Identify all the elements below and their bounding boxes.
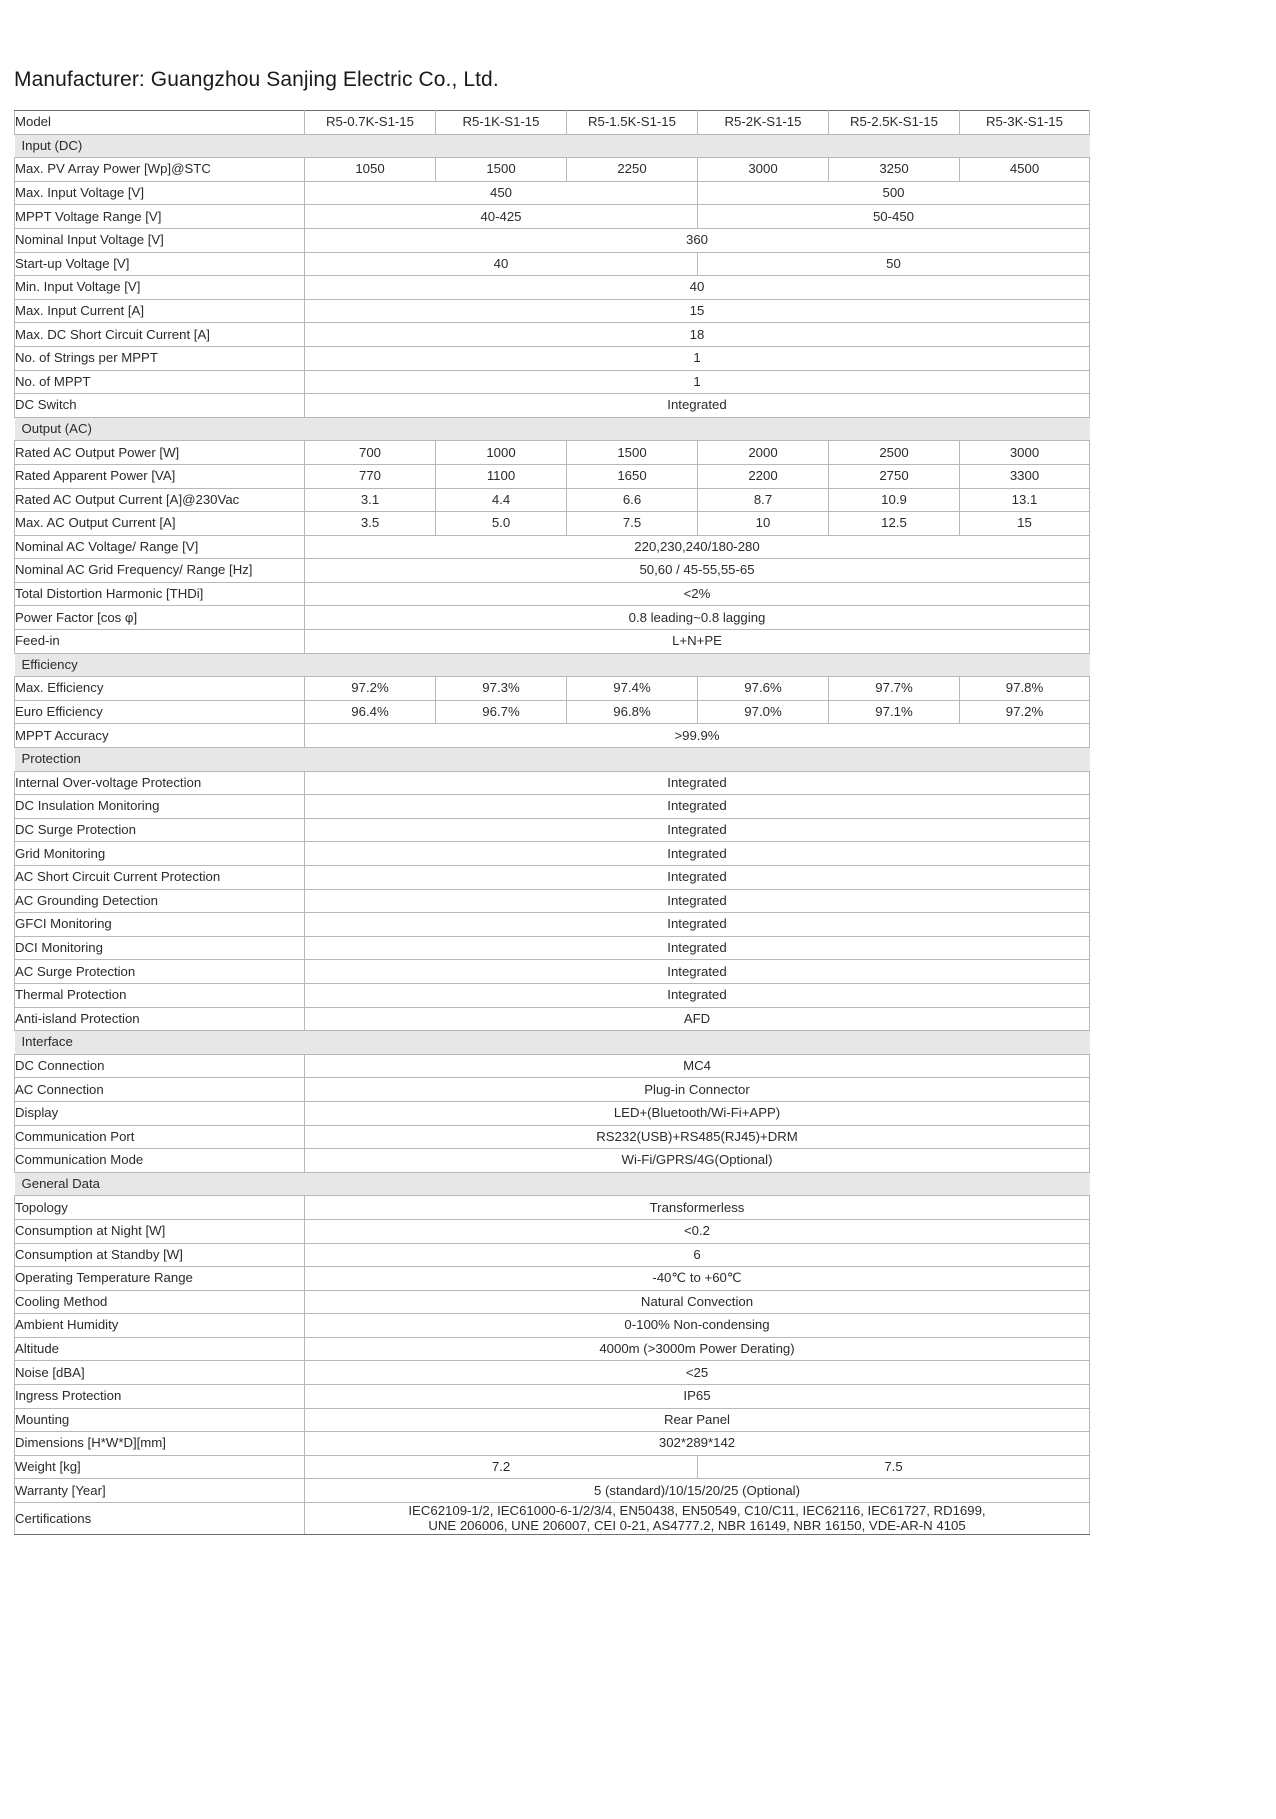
section-title: Interface [15, 1031, 1090, 1055]
table-row [15, 512, 1090, 536]
row-label: Warranty [Year] [15, 1479, 305, 1503]
row-label: Nominal AC Voltage/ Range [V] [15, 535, 305, 559]
row-label: Rated Apparent Power [VA] [15, 464, 305, 488]
row-value: 1050 [305, 158, 436, 182]
row-label: Rated AC Output Current [A]@230Vac [15, 488, 305, 512]
table-row [15, 630, 1090, 654]
row-value: 97.8% [960, 677, 1090, 701]
row-value: 40-425 [305, 205, 698, 229]
table-row [15, 1219, 1090, 1243]
table-row [15, 1337, 1090, 1361]
row-label: Anti-island Protection [15, 1007, 305, 1031]
row-value: 5 (standard)/10/15/20/25 (Optional) [305, 1479, 1090, 1503]
row-value: 96.4% [305, 700, 436, 724]
row-label: Consumption at Standby [W] [15, 1243, 305, 1267]
row-value: 0.8 leading~0.8 lagging [305, 606, 1090, 630]
section-title: Output (AC) [15, 417, 1090, 441]
table-row [15, 842, 1090, 866]
row-label: Euro Efficiency [15, 700, 305, 724]
table-row [15, 1385, 1090, 1409]
row-label: Communication Mode [15, 1149, 305, 1173]
column-header-model: R5-3K-S1-15 [960, 111, 1090, 135]
table-header-row [15, 111, 1090, 135]
row-value: 97.2% [960, 700, 1090, 724]
row-value: 2250 [567, 158, 698, 182]
section-header-row [15, 1031, 1090, 1055]
table-row [15, 299, 1090, 323]
row-value: Integrated [305, 842, 1090, 866]
row-value: 10.9 [829, 488, 960, 512]
column-header-model: R5-1.5K-S1-15 [567, 111, 698, 135]
row-value: 2200 [698, 464, 829, 488]
column-header-model: R5-2.5K-S1-15 [829, 111, 960, 135]
table-row [15, 394, 1090, 418]
row-value: 220,230,240/180-280 [305, 535, 1090, 559]
row-value: 97.0% [698, 700, 829, 724]
row-value: 500 [698, 181, 1090, 205]
certifications-value [305, 1503, 1090, 1535]
row-label: DC Surge Protection [15, 818, 305, 842]
table-row [15, 1267, 1090, 1291]
row-label: Total Distortion Harmonic [THDi] [15, 582, 305, 606]
section-header-row [15, 1172, 1090, 1196]
table-row [15, 1503, 1090, 1535]
row-value: 50,60 / 45-55,55-65 [305, 559, 1090, 583]
table-row [15, 1101, 1090, 1125]
table-row [15, 1054, 1090, 1078]
row-label: Mounting [15, 1408, 305, 1432]
section-title: Efficiency [15, 653, 1090, 677]
table-row [15, 983, 1090, 1007]
table-row [15, 276, 1090, 300]
row-value: Transformerless [305, 1196, 1090, 1220]
row-label: Display [15, 1101, 305, 1125]
table-row [15, 181, 1090, 205]
column-header-model: R5-1K-S1-15 [436, 111, 567, 135]
row-value: 97.4% [567, 677, 698, 701]
row-label: Dimensions [H*W*D][mm] [15, 1432, 305, 1456]
row-value: 360 [305, 228, 1090, 252]
row-value: -40℃ to +60℃ [305, 1267, 1090, 1291]
table-row [15, 441, 1090, 465]
table-row [15, 606, 1090, 630]
row-label: Ambient Humidity [15, 1314, 305, 1338]
row-label: Communication Port [15, 1125, 305, 1149]
row-value: 3000 [698, 158, 829, 182]
row-label: AC Surge Protection [15, 960, 305, 984]
row-label: Max. PV Array Power [Wp]@STC [15, 158, 305, 182]
table-row [15, 535, 1090, 559]
table-row [15, 1314, 1090, 1338]
row-value: 4500 [960, 158, 1090, 182]
table-row [15, 960, 1090, 984]
row-value: Integrated [305, 866, 1090, 890]
section-title: Input (DC) [15, 134, 1090, 158]
row-value: <0.2 [305, 1219, 1090, 1243]
row-value: Plug-in Connector [305, 1078, 1090, 1102]
row-label: Noise [dBA] [15, 1361, 305, 1385]
row-label: MPPT Voltage Range [V] [15, 205, 305, 229]
row-value: Wi-Fi/GPRS/4G(Optional) [305, 1149, 1090, 1173]
row-value: 700 [305, 441, 436, 465]
row-label: GFCI Monitoring [15, 913, 305, 937]
row-label: Max. DC Short Circuit Current [A] [15, 323, 305, 347]
row-value: 1500 [436, 158, 567, 182]
row-label: Altitude [15, 1337, 305, 1361]
table-row [15, 205, 1090, 229]
certifications-line: UNE 206006, UNE 206007, CEI 0-21, AS4777.2, NBR 16149, NBR 16150, VDE-AR-N 4105 [428, 1518, 966, 1534]
section-header-row [15, 417, 1090, 441]
row-value: 2750 [829, 464, 960, 488]
row-label: Operating Temperature Range [15, 1267, 305, 1291]
row-label: Feed-in [15, 630, 305, 654]
row-value: 15 [960, 512, 1090, 536]
row-value: >99.9% [305, 724, 1090, 748]
row-value: 40 [305, 276, 1090, 300]
row-value: Integrated [305, 771, 1090, 795]
table-row [15, 1432, 1090, 1456]
row-value: 7.5 [698, 1455, 1090, 1479]
row-label: MPPT Accuracy [15, 724, 305, 748]
table-row [15, 1149, 1090, 1173]
table-row [15, 771, 1090, 795]
row-value: 15 [305, 299, 1090, 323]
row-value: 50-450 [698, 205, 1090, 229]
row-value: 7.2 [305, 1455, 698, 1479]
row-value: 50 [698, 252, 1090, 276]
row-value: 1 [305, 346, 1090, 370]
row-value: Natural Convection [305, 1290, 1090, 1314]
row-value: 5.0 [436, 512, 567, 536]
row-label: Nominal Input Voltage [V] [15, 228, 305, 252]
certifications-line: IEC62109-1/2, IEC61000-6-1/2/3/4, EN50438, EN50549, C10/C11, IEC62116, IEC61727, RD1699, [408, 1503, 986, 1519]
row-value: Integrated [305, 936, 1090, 960]
row-label: DC Connection [15, 1054, 305, 1078]
row-label: Thermal Protection [15, 983, 305, 1007]
table-row [15, 582, 1090, 606]
row-value: 97.3% [436, 677, 567, 701]
section-header-row [15, 748, 1090, 772]
row-value: 4000m (>3000m Power Derating) [305, 1337, 1090, 1361]
row-value: Integrated [305, 889, 1090, 913]
table-row [15, 1125, 1090, 1149]
table-row [15, 700, 1090, 724]
row-label: Max. Input Voltage [V] [15, 181, 305, 205]
section-title: Protection [15, 748, 1090, 772]
row-value: 3300 [960, 464, 1090, 488]
row-value: 1000 [436, 441, 567, 465]
table-row [15, 1078, 1090, 1102]
section-title: General Data [15, 1172, 1090, 1196]
section-header-row [15, 134, 1090, 158]
row-value: 97.1% [829, 700, 960, 724]
table-row [15, 724, 1090, 748]
table-row [15, 323, 1090, 347]
row-value: IP65 [305, 1385, 1090, 1409]
row-label: Ingress Protection [15, 1385, 305, 1409]
row-value: 10 [698, 512, 829, 536]
table-row [15, 1007, 1090, 1031]
row-value: 18 [305, 323, 1090, 347]
table-row [15, 936, 1090, 960]
row-label: Nominal AC Grid Frequency/ Range [Hz] [15, 559, 305, 583]
row-value: 3.1 [305, 488, 436, 512]
row-value: 3.5 [305, 512, 436, 536]
row-label: DC Insulation Monitoring [15, 795, 305, 819]
table-row [15, 866, 1090, 890]
row-label: AC Short Circuit Current Protection [15, 866, 305, 890]
row-label: DCI Monitoring [15, 936, 305, 960]
table-row [15, 1408, 1090, 1432]
table-row [15, 488, 1090, 512]
row-label: No. of Strings per MPPT [15, 346, 305, 370]
row-value: Rear Panel [305, 1408, 1090, 1432]
row-value: 12.5 [829, 512, 960, 536]
row-label: Max. Input Current [A] [15, 299, 305, 323]
row-label: AC Grounding Detection [15, 889, 305, 913]
row-value: 1100 [436, 464, 567, 488]
row-value: 97.6% [698, 677, 829, 701]
table-row [15, 346, 1090, 370]
row-label: Cooling Method [15, 1290, 305, 1314]
row-label: Max. Efficiency [15, 677, 305, 701]
table-row [15, 1479, 1090, 1503]
row-value: 450 [305, 181, 698, 205]
row-value: 1650 [567, 464, 698, 488]
row-value: 97.2% [305, 677, 436, 701]
row-value: <25 [305, 1361, 1090, 1385]
table-row [15, 677, 1090, 701]
row-value: RS232(USB)+RS485(RJ45)+DRM [305, 1125, 1090, 1149]
table-row [15, 889, 1090, 913]
row-value: Integrated [305, 795, 1090, 819]
table-row [15, 1196, 1090, 1220]
table-row [15, 913, 1090, 937]
row-value: AFD [305, 1007, 1090, 1031]
row-value: Integrated [305, 960, 1090, 984]
row-label: Model [15, 111, 305, 135]
row-label: Start-up Voltage [V] [15, 252, 305, 276]
row-value: LED+(Bluetooth/Wi-Fi+APP) [305, 1101, 1090, 1125]
row-value: 6 [305, 1243, 1090, 1267]
table-row [15, 370, 1090, 394]
row-value: Integrated [305, 818, 1090, 842]
row-label: Internal Over-voltage Protection [15, 771, 305, 795]
row-value: 302*289*142 [305, 1432, 1090, 1456]
row-value: MC4 [305, 1054, 1090, 1078]
row-value: L+N+PE [305, 630, 1090, 654]
row-value: 1500 [567, 441, 698, 465]
specification-table [14, 110, 1090, 1535]
row-value: 2500 [829, 441, 960, 465]
row-value: 0-100% Non-condensing [305, 1314, 1090, 1338]
row-value: 2000 [698, 441, 829, 465]
row-value: 4.4 [436, 488, 567, 512]
row-label: AC Connection [15, 1078, 305, 1102]
row-label: Power Factor [cos φ] [15, 606, 305, 630]
section-header-row [15, 653, 1090, 677]
column-header-model: R5-2K-S1-15 [698, 111, 829, 135]
row-value: 13.1 [960, 488, 1090, 512]
row-value: Integrated [305, 983, 1090, 1007]
row-label: DC Switch [15, 394, 305, 418]
row-label: Weight [kg] [15, 1455, 305, 1479]
row-value: 8.7 [698, 488, 829, 512]
row-value: 6.6 [567, 488, 698, 512]
row-label: No. of MPPT [15, 370, 305, 394]
table-row [15, 1455, 1090, 1479]
table-row [15, 158, 1090, 182]
table-row [15, 818, 1090, 842]
row-value: 40 [305, 252, 698, 276]
row-label: Certifications [15, 1503, 305, 1535]
table-row [15, 252, 1090, 276]
table-row [15, 559, 1090, 583]
row-value: 770 [305, 464, 436, 488]
row-value: 1 [305, 370, 1090, 394]
row-label: Rated AC Output Power [W] [15, 441, 305, 465]
row-value: 96.7% [436, 700, 567, 724]
row-value: <2% [305, 582, 1090, 606]
table-row [15, 228, 1090, 252]
row-label: Max. AC Output Current [A] [15, 512, 305, 536]
table-row [15, 1290, 1090, 1314]
row-value: 97.7% [829, 677, 960, 701]
row-label: Grid Monitoring [15, 842, 305, 866]
row-value: 3250 [829, 158, 960, 182]
table-row [15, 795, 1090, 819]
table-row [15, 1361, 1090, 1385]
table-row [15, 1243, 1090, 1267]
row-label: Consumption at Night [W] [15, 1219, 305, 1243]
row-value: 3000 [960, 441, 1090, 465]
row-value: 7.5 [567, 512, 698, 536]
manufacturer-title: Manufacturer: Guangzhou Sanjing Electric Co., Ltd. [14, 68, 499, 91]
row-label: Min. Input Voltage [V] [15, 276, 305, 300]
row-value: Integrated [305, 394, 1090, 418]
row-label: Topology [15, 1196, 305, 1220]
row-value: 96.8% [567, 700, 698, 724]
row-value: Integrated [305, 913, 1090, 937]
column-header-model: R5-0.7K-S1-15 [305, 111, 436, 135]
table-row [15, 464, 1090, 488]
